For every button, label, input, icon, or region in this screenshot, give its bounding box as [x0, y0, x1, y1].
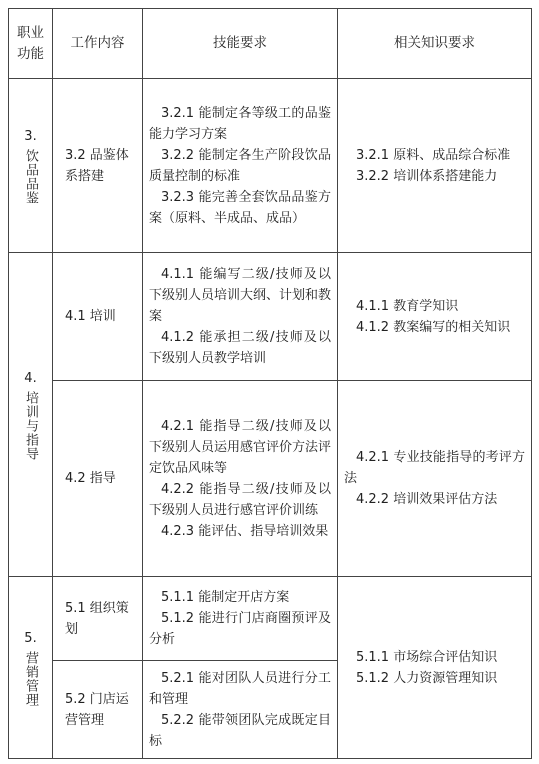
skill-item: 5.2.1 能对团队人员进行分工和管理 — [149, 670, 331, 707]
skill-item: 4.1.1 能编写二级/技师及以下级别人员培训大纲、计划和教案 — [149, 267, 332, 324]
skill-item: 3.2.1 能制定各等级工的品鉴能力学习方案 — [149, 105, 331, 142]
table-row — [9, 79, 532, 253]
table-row — [9, 253, 532, 381]
knowledge-item: 3.2.2 培训体系搭建能力 — [356, 168, 498, 184]
function-name: 饮品品鉴 — [23, 149, 38, 205]
table-row — [9, 577, 532, 661]
skill-item: 3.2.2 能制定各生产阶段饮品质量控制的标准 — [149, 147, 331, 184]
header-function: 职业功能 — [9, 9, 53, 79]
knowledge-item: 5.1.2 人力资源管理知识 — [356, 670, 498, 686]
knowledge-item: 4.2.1 专业技能指导的考评方法 — [344, 450, 525, 486]
skills-table — [8, 8, 532, 759]
function-number: 4. — [24, 371, 37, 386]
header-skills: 技能要求 — [143, 9, 338, 79]
skill-item: 4.2.3 能评估、指导培训效果 — [161, 523, 329, 539]
knowledge-cell — [338, 577, 532, 759]
skill-item: 4.2.2 能指导二级/技师及以下级别人员进行感官评价训练 — [149, 481, 331, 518]
header-row — [9, 9, 532, 79]
skill-item: 4.1.2 能承担二级/技师及以下级别人员教学培训 — [149, 330, 331, 366]
content-cell: 4.1 培训 — [53, 253, 143, 381]
skill-item: 4.2.1 能指导二级/技师及以下级别人员运用感官评价方法评定饮品风味等 — [149, 418, 332, 476]
skills-cell — [143, 577, 338, 661]
knowledge-item: 4.1.2 教案编写的相关知识 — [356, 319, 511, 335]
skill-item: 5.1.2 能进行门店商圈预评及分析 — [149, 611, 331, 647]
knowledge-item: 4.2.2 培训效果评估方法 — [356, 492, 498, 507]
function-number: 3. — [24, 129, 37, 144]
skills-cell — [143, 253, 338, 381]
knowledge-cell — [338, 381, 532, 577]
function-name: 培训与指导 — [23, 391, 38, 461]
skills-cell — [143, 79, 338, 253]
content-cell: 5.2 门店运营管理 — [53, 661, 143, 759]
header-knowledge: 相关知识要求 — [338, 9, 532, 79]
knowledge-item: 3.2.1 原料、成品综合标准 — [356, 147, 511, 163]
knowledge-item: 5.1.1 市场综合评估知识 — [356, 649, 498, 665]
skills-cell — [143, 661, 338, 759]
function-name: 营销管理 — [23, 651, 38, 707]
function-cell — [9, 79, 53, 253]
content-cell: 5.1 组织策划 — [53, 577, 143, 661]
knowledge-item: 4.1.1 教育学知识 — [356, 298, 459, 314]
header-content: 工作内容 — [53, 9, 143, 79]
function-cell — [9, 577, 53, 759]
skill-item: 3.2.3 能完善全套饮品品鉴方案（原料、半成品、成品） — [149, 189, 331, 226]
knowledge-cell — [338, 79, 532, 253]
knowledge-cell — [338, 253, 532, 381]
skills-cell — [143, 381, 338, 577]
content-cell: 4.2 指导 — [53, 381, 143, 577]
skill-item: 5.1.1 能制定开店方案 — [161, 590, 290, 605]
function-cell — [9, 253, 53, 577]
content-cell: 3.2 品鉴体系搭建 — [53, 79, 143, 253]
skill-item: 5.2.2 能带领团队完成既定目标 — [149, 712, 331, 749]
table-row — [9, 381, 532, 577]
function-number: 5. — [24, 631, 37, 646]
